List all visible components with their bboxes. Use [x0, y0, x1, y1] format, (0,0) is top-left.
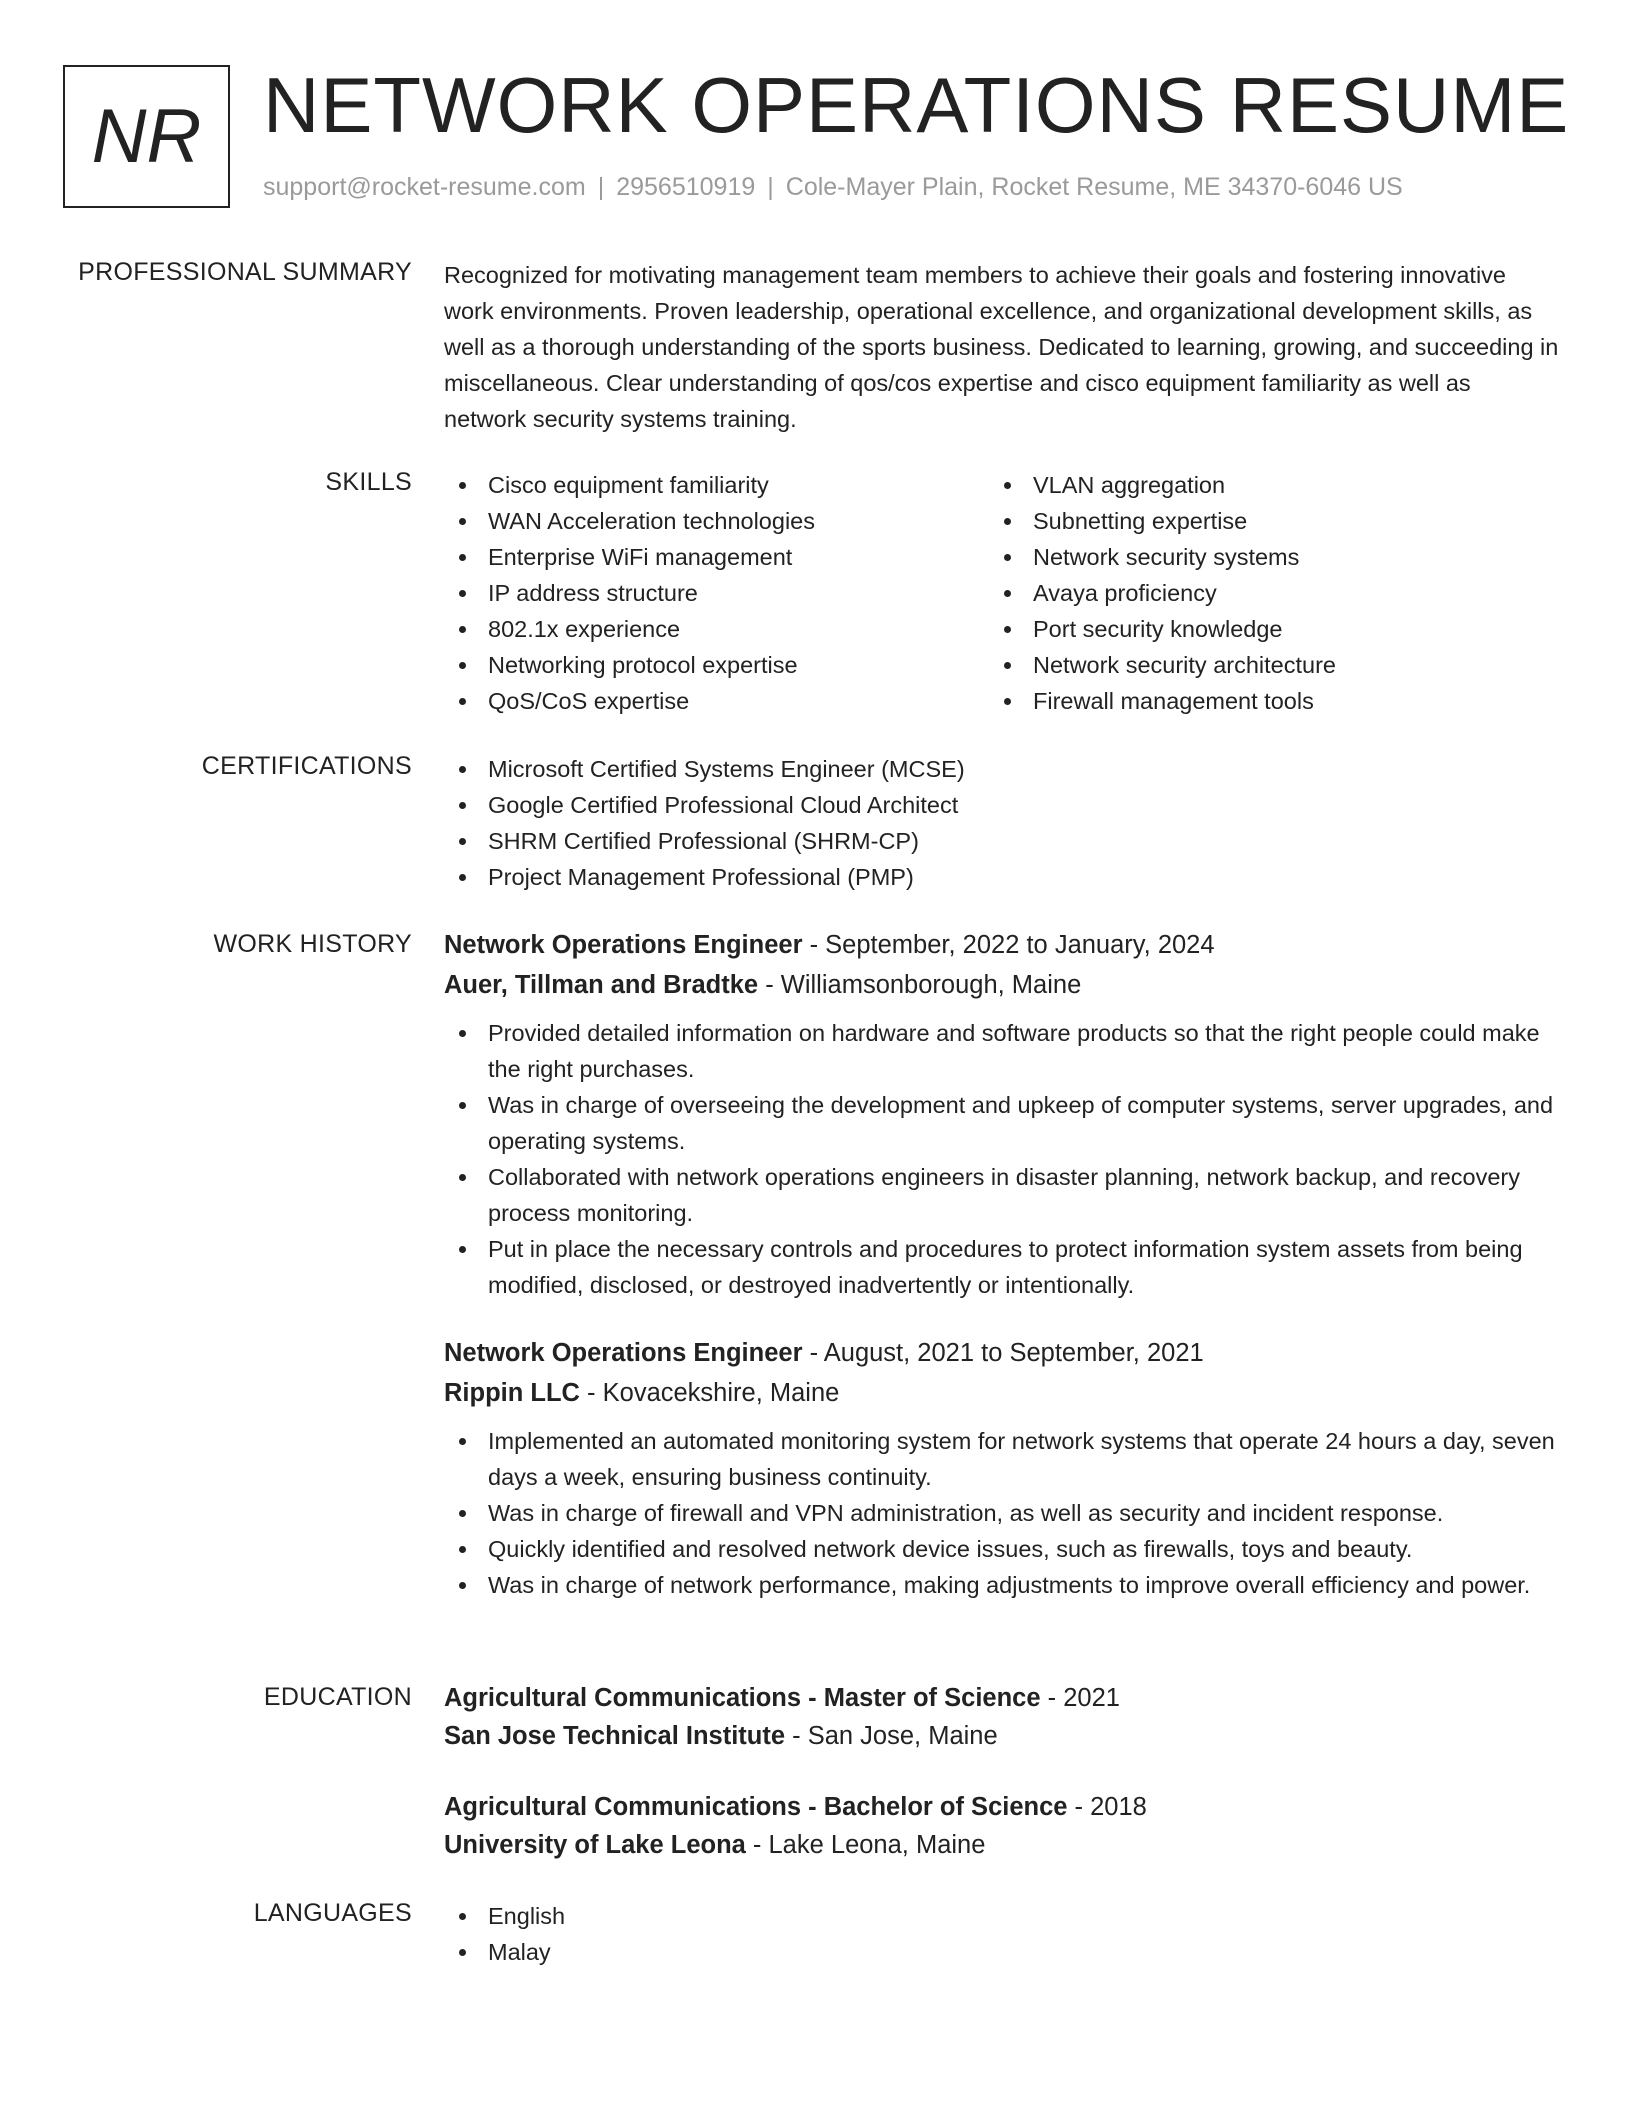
job-duties — [444, 1423, 1559, 1603]
list-item: Project Management Professional (PMP) — [444, 859, 1559, 895]
job-company: Auer, Tillman and Bradtke — [444, 971, 759, 999]
job-company-line — [444, 965, 1559, 1005]
job-entry — [444, 1333, 1559, 1603]
job-location: - Williamsonborough, Maine — [758, 971, 1082, 999]
degree-year: - 2021 — [1040, 1684, 1120, 1712]
languages-list — [444, 1898, 1559, 1970]
school-line — [444, 1717, 1559, 1755]
school-location: - San Jose, Maine — [785, 1722, 998, 1750]
degree: Agricultural Communications - Bachelor of Science — [444, 1793, 1068, 1821]
school: University of Lake Leona — [444, 1831, 746, 1859]
job-title-line — [444, 925, 1559, 965]
list-item: QoS/CoS expertise — [444, 683, 989, 719]
list-item: SHRM Certified Professional (SHRM-CP) — [444, 823, 1559, 859]
section-label: PROFESSIONAL SUMMARY — [78, 258, 412, 286]
degree-line — [444, 1788, 1559, 1826]
list-item: Quickly identified and resolved network device issues, such as firewalls, toys and beauty. — [444, 1531, 1559, 1567]
list-item: Was in charge of overseeing the development and upkeep of computer systems, server upgrades, and operating systems. — [444, 1087, 1559, 1159]
contact-phone: 2956510919 — [616, 173, 756, 201]
list-item: Firewall management tools — [989, 683, 1534, 719]
skills-body — [444, 467, 1559, 719]
job-duties — [444, 1015, 1559, 1303]
initials-monogram: NR — [63, 65, 230, 208]
job-company: Rippin LLC — [444, 1379, 580, 1407]
section-label: CERTIFICATIONS — [201, 752, 412, 780]
list-item: Port security knowledge — [989, 611, 1534, 647]
section-label: LANGUAGES — [253, 1899, 412, 1927]
degree: Agricultural Communications - Master of Science — [444, 1684, 1041, 1712]
list-item: 802.1x experience — [444, 611, 989, 647]
resume-title: NETWORK OPERATIONS RESUME — [263, 61, 1570, 149]
contact-email: support@rocket-resume.com — [263, 173, 586, 201]
job-dates: - September, 2022 to January, 2024 — [802, 931, 1215, 959]
list-item: IP address structure — [444, 575, 989, 611]
school-location: - Lake Leona, Maine — [745, 1831, 986, 1859]
resume-header — [63, 61, 1583, 215]
job-title: Network Operations Engineer — [444, 931, 803, 959]
list-item: Avaya proficiency — [989, 575, 1534, 611]
work-history-body — [444, 925, 1559, 1603]
job-location: - Kovacekshire, Maine — [579, 1379, 840, 1407]
degree-line — [444, 1679, 1559, 1717]
list-item: Network security architecture — [989, 647, 1534, 683]
contact-separator: | — [767, 173, 774, 201]
languages-body — [444, 1898, 1559, 1970]
job-dates: - August, 2021 to September, 2021 — [802, 1339, 1204, 1367]
section-label: EDUCATION — [263, 1683, 412, 1711]
list-item: Enterprise WiFi management — [444, 539, 989, 575]
skills-list-left — [444, 467, 989, 719]
list-item: Collaborated with network operations engineers in disaster planning, network backup, and recovery process monitoring. — [444, 1159, 1559, 1231]
list-item: English — [444, 1898, 1559, 1934]
contact-address: Cole-Mayer Plain, Rocket Resume, ME 34370-6046 US — [785, 173, 1403, 201]
summary-text: Recognized for motivating management team members to achieve their goals and fostering innovative work environments. Proven leadership, operational excellence, and organizational development skills, as well as a thorough understanding of the sports business. Dedicated to learning, growing, and succeeding in miscellaneous. Clear understanding of qos/cos expertise and cisco equipment familiarity as well as network security systems training. — [444, 262, 1559, 432]
list-item: Was in charge of network performance, making adjustments to improve overall efficiency and power. — [444, 1567, 1559, 1603]
list-item: Networking protocol expertise — [444, 647, 989, 683]
list-item: Put in place the necessary controls and procedures to protect information system assets from being modified, disclosed, or destroyed inadvertently or intentionally. — [444, 1231, 1559, 1303]
education-body — [444, 1679, 1559, 1864]
list-item: WAN Acceleration technologies — [444, 503, 989, 539]
contact-line — [263, 173, 1403, 202]
skills-list-right — [989, 467, 1534, 719]
list-item: Subnetting expertise — [989, 503, 1534, 539]
degree-year: - 2018 — [1067, 1793, 1147, 1821]
list-item: Network security systems — [989, 539, 1534, 575]
list-item: Cisco equipment familiarity — [444, 467, 989, 503]
job-company-line — [444, 1373, 1559, 1413]
job-title: Network Operations Engineer — [444, 1339, 803, 1367]
list-item: Provided detailed information on hardware and software products so that the right people could make the right purchases. — [444, 1015, 1559, 1087]
list-item: Was in charge of firewall and VPN administration, as well as security and incident response. — [444, 1495, 1559, 1531]
certifications-body — [444, 751, 1559, 895]
certifications-list — [444, 751, 1559, 895]
section-label: WORK HISTORY — [213, 930, 412, 958]
list-item: VLAN aggregation — [989, 467, 1534, 503]
list-item: Microsoft Certified Systems Engineer (MCSE) — [444, 751, 1559, 787]
school: San Jose Technical Institute — [444, 1722, 786, 1750]
job-entry — [444, 925, 1559, 1303]
list-item: Google Certified Professional Cloud Architect — [444, 787, 1559, 823]
education-entry — [444, 1788, 1559, 1864]
contact-separator: | — [597, 173, 605, 201]
education-entry — [444, 1679, 1559, 1755]
section-label: SKILLS — [325, 468, 412, 496]
list-item: Malay — [444, 1934, 1559, 1970]
school-line — [444, 1826, 1559, 1864]
job-title-line — [444, 1333, 1559, 1373]
list-item: Implemented an automated monitoring system for network systems that operate 24 hours a day, seven days a week, ensuring business continuity. — [444, 1423, 1559, 1495]
